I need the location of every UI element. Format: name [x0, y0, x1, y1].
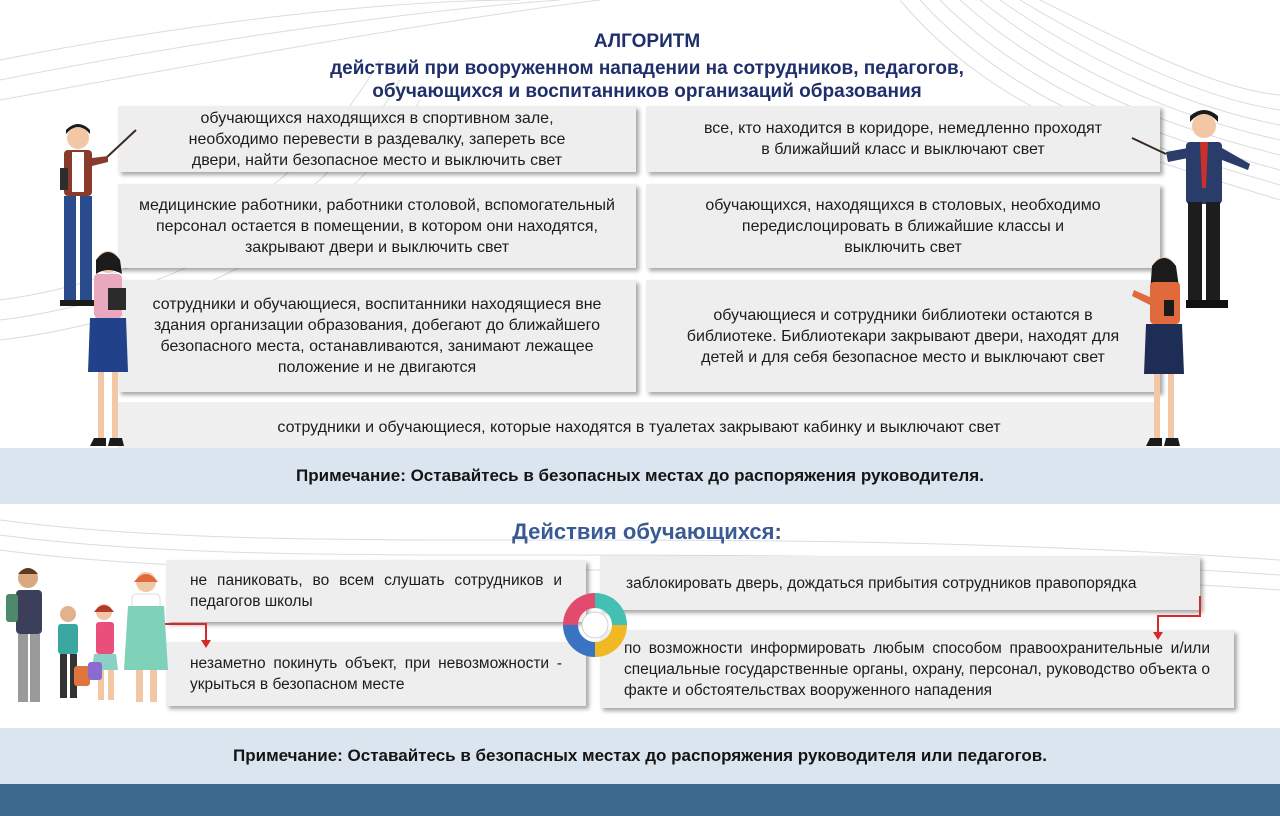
students-group-icon — [4, 562, 170, 712]
student-box-inform — [600, 630, 1234, 708]
algorithm-box-toilets — [118, 402, 1160, 452]
page-subtitle-line2: обучающихся и воспитанников организаций образования — [372, 81, 922, 102]
bottom-bar — [0, 784, 1280, 816]
page-subtitle-line1: действий при вооруженном нападении на сотрудников, педагогов, — [330, 58, 964, 79]
circle-segments-icon — [560, 590, 630, 660]
student-box-leave — [166, 642, 586, 706]
student-box-no-panic — [166, 560, 586, 622]
algorithm-box-toilets-text: сотрудники и обучающиеся, которые находятся в туалетах закрывают кабинку и выключают свет — [277, 418, 1001, 436]
algorithm-box-gym-text: обучающихся находящихся в спортивном зале, необходимо перевести в раздевалку, запереть все двери, найти безопасное место и выключить свет — [188, 109, 566, 169]
note-band-2 — [0, 728, 1280, 784]
connector-arrow-right — [1150, 592, 1210, 652]
note-text-2: Примечание: Оставайтесь в безопасных местах до распоряжения руководителя или педагогов. — [233, 746, 1047, 765]
student-box-leave-text: незаметно покинуть объект, при невозможности - укрыться в безопасном месте — [190, 655, 562, 693]
algorithm-box-canteen-text: обучающихся, находящихся в столовых, необходимо передислоцировать в ближайшие классы и выключить свет — [705, 196, 1101, 256]
algorithm-box-outside-text: сотрудники и обучающиеся, воспитанники находящиеся вне здания организации образования, добегают до ближайшего безопасного места, останавливаются, занимают лежащее положение и не двигаются — [152, 296, 602, 376]
note-band-1 — [0, 448, 1280, 504]
algorithm-box-library — [646, 280, 1160, 392]
student-box-block-door — [600, 556, 1200, 610]
algorithm-box-gym — [118, 106, 636, 172]
title-block — [0, 30, 1280, 106]
algorithm-box-staff — [118, 184, 636, 268]
student-box-no-panic-text: не паниковать, во всем слушать сотрудников и педагогов школы — [190, 572, 562, 610]
teacher-female-book-icon — [74, 244, 138, 450]
algorithm-box-outside — [118, 280, 636, 392]
student-box-inform-text: по возможности информировать любым способом правоохранительные и/или специальные государственные органы, охрану, персонал, руководство объекта о факте и обстоятельствах вооруженного нападения — [624, 639, 1210, 699]
teacher-female-phone-icon — [1124, 250, 1194, 450]
student-box-block-door-text: заблокировать дверь, дождаться прибытия сотрудников правопорядка — [626, 574, 1137, 592]
algorithm-box-staff-text: медицинские работники, работники столовой, вспомогательный персонал остается в помещении, в котором они находятся, закрывают двери и выключить свет — [139, 196, 615, 256]
algorithm-box-canteen — [646, 184, 1160, 268]
note-text-1: Примечание: Оставайтесь в безопасных местах до распоряжения руководителя. — [296, 466, 984, 485]
algorithm-box-corridor-text: все, кто находится в коридоре, немедленно проходят в ближайший класс и выключают свет — [703, 120, 1103, 158]
page-title: АЛГОРИТМ — [593, 31, 701, 52]
algorithm-box-corridor — [646, 106, 1160, 172]
algorithm-box-library-text: обучающиеся и сотрудники библиотеки остаются в библиотеке. Библиотекари закрывают двери, находят для детей и для себя безопасное место и выключают свет — [686, 306, 1120, 366]
students-section-title: Действия обучающихся: — [512, 519, 782, 544]
